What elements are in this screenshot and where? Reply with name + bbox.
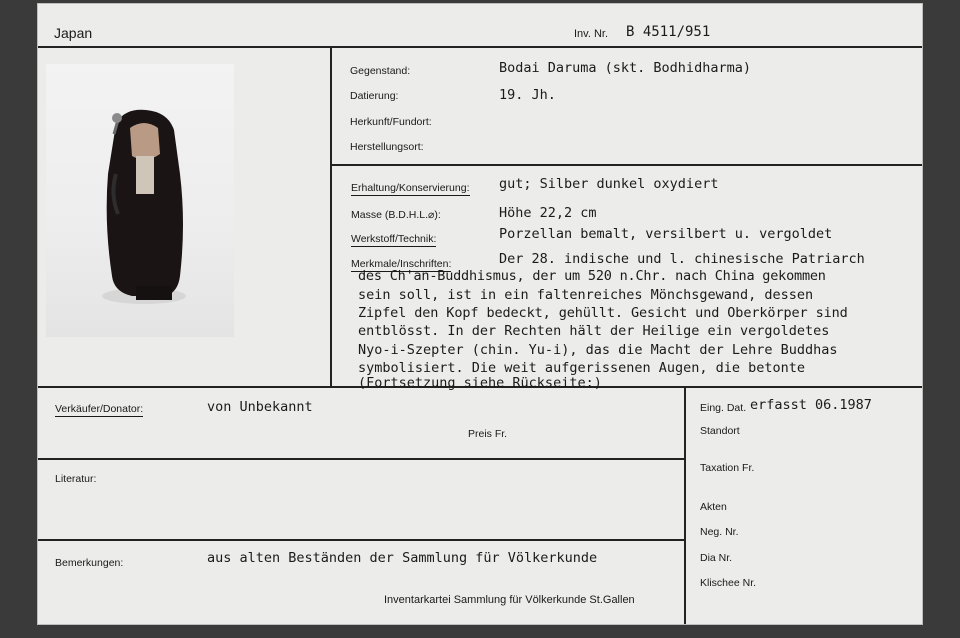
masse-value: Höhe 22,2 cm <box>499 205 597 221</box>
inventory-card <box>37 3 923 625</box>
herstellungsort-label: Herstellungsort: <box>350 141 424 153</box>
footer-text: Inventarkartei Sammlung für Völkerkunde St.Gallen <box>384 594 635 606</box>
akten-label: Akten <box>700 501 727 513</box>
merkmale-line: Zipfel den Kopf bedeckt, gehüllt. Gesicht und Oberkörper sind <box>358 305 848 321</box>
divider <box>330 164 922 166</box>
preis-label: Preis Fr. <box>468 428 508 440</box>
merkmale-line: Nyo-i-Szepter (chin. Yu-i), das die Macht der Lehre Buddhas <box>358 342 838 358</box>
literatur-label: Literatur: <box>55 473 97 485</box>
merkmale-line: Der 28. indische und l. chinesische Patriarch <box>499 251 865 267</box>
eingdat-label: Eing. Dat. <box>700 402 747 414</box>
inv-nr-label: Inv. Nr. <box>574 28 609 40</box>
divider <box>38 458 685 460</box>
standort-label: Standort <box>700 425 740 437</box>
datierung-value: 19. Jh. <box>499 87 556 103</box>
taxation-label: Taxation Fr. <box>700 462 755 474</box>
divider <box>38 539 685 541</box>
dia-label: Dia Nr. <box>700 552 733 564</box>
eingdat-value: erfasst 06.1987 <box>750 397 872 413</box>
object-photo <box>46 64 234 337</box>
merkmale-line: des Ch'an-Buddhismus, der um 520 n.Chr. nach China gekommen <box>358 268 826 284</box>
werkstoff-label: Werkstoff/Technik: <box>351 233 437 245</box>
erhaltung-label: Erhaltung/Konservierung: <box>351 182 470 194</box>
country-label: Japan <box>54 25 93 41</box>
verkaeufer-label: Verkäufer/Donator: <box>55 403 144 415</box>
datierung-label: Datierung: <box>350 90 399 102</box>
verkaeufer-value: von Unbekannt <box>207 399 313 415</box>
merkmale-line: symbolisiert. Die weit aufgerissenen Augen, die betonte <box>358 360 806 376</box>
erhaltung-value: gut; Silber dunkel oxydiert <box>499 176 719 192</box>
merkmale-line: entblösst. In der Rechten hält der Heilige ein vergoldetes <box>358 323 830 339</box>
herkunft-label: Herkunft/Fundort: <box>350 116 432 128</box>
merkmale-label: Merkmale/Inschriften: <box>351 258 452 270</box>
bemerkungen-label: Bemerkungen: <box>55 557 124 569</box>
merkmale-line: sein soll, ist in ein faltenreiches Mönchsgewand, dessen <box>358 287 814 303</box>
gegenstand-value: Bodai Daruma (skt. Bodhidharma) <box>499 60 751 76</box>
divider <box>684 386 686 624</box>
daruma-figure-image <box>46 64 234 337</box>
gegenstand-label: Gegenstand: <box>350 65 411 77</box>
bemerkungen-value: aus alten Beständen der Sammlung für Völkerkunde <box>207 550 598 566</box>
werkstoff-value: Porzellan bemalt, versilbert u. vergoldet <box>499 226 833 242</box>
masse-label: Masse (B.D.H.L.⌀): <box>351 209 441 221</box>
divider <box>330 47 332 387</box>
merkmale-line: (Fortsetzung siehe Rückseite:) <box>358 375 602 391</box>
inv-nr-value: B 4511/951 <box>626 24 711 40</box>
neg-label: Neg. Nr. <box>700 526 739 538</box>
divider <box>38 46 922 48</box>
klischee-label: Klischee Nr. <box>700 577 757 589</box>
